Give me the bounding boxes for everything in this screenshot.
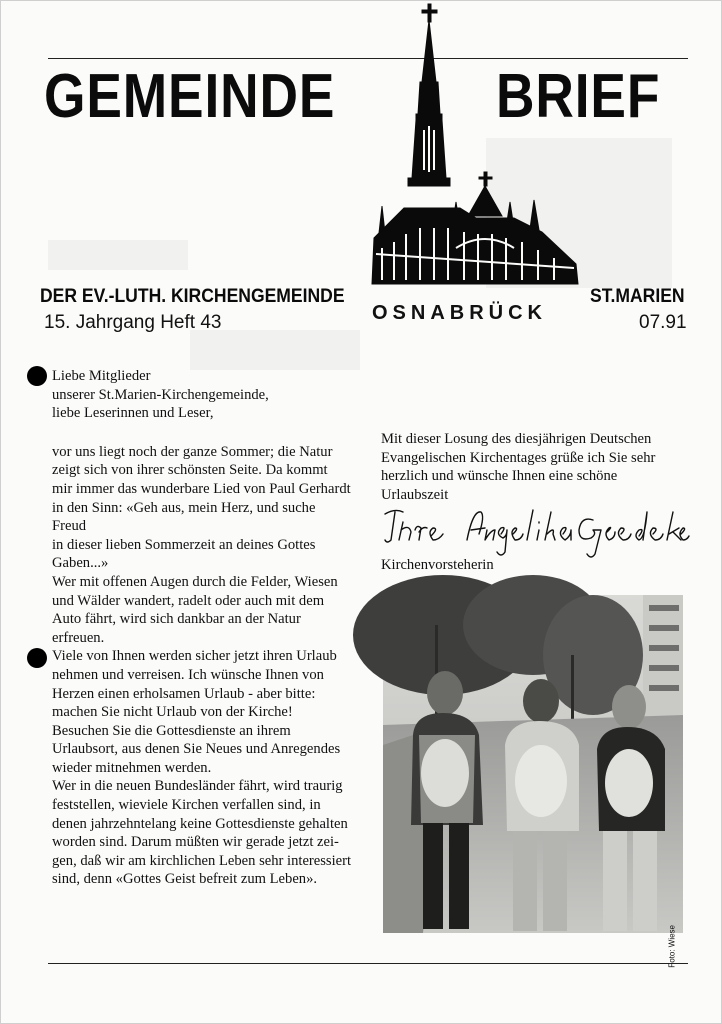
body-line: worden sind. Darum müßten wir gerade jetzt zei- xyxy=(52,834,339,851)
closing-line: herzlich und wünsche Ihnen eine schöne xyxy=(381,468,618,485)
closing-line: Evangelischen Kirchentages grüße ich Sie sehr xyxy=(381,449,656,466)
signatory-role: Kirchenvorsteherin xyxy=(381,557,494,573)
punch-hole-top xyxy=(27,366,47,386)
issue-number: 15. Jahrgang Heft 43 xyxy=(44,312,222,333)
body-line: Besuchen Sie die Gottesdienste an ihrem xyxy=(52,722,291,739)
photo-three-hikers xyxy=(383,595,683,968)
body-line: in den Sinn: «Geh aus, mein Herz, und suche Freud xyxy=(52,499,316,535)
bottom-rule xyxy=(48,963,688,964)
body-line: Viele von Ihnen werden sicher jetzt ihren Urlaub xyxy=(52,648,337,665)
body-line: in dieser lieben Sommerzeit an deines Gottes xyxy=(52,536,316,553)
body-line: Gaben...» xyxy=(52,555,109,572)
body-line: nehmen und verreisen. Ich wünsche Ihnen von xyxy=(52,666,324,683)
salutation-line: Liebe Mitglieder xyxy=(52,368,151,384)
body-line: erfreuen. xyxy=(52,629,105,646)
masthead-subtitle-left: DER EV.-LUTH. KIRCHENGEMEINDE xyxy=(40,285,345,307)
closing-line: Urlaubszeit xyxy=(381,486,449,503)
body-line: Wer mit offenen Augen durch die Felder, Wiesen xyxy=(52,573,338,590)
body-line: und Wälder wandert, radelt oder auch mit dem xyxy=(52,592,325,609)
photo-image xyxy=(383,595,683,933)
body-line: gen, daß wir am kirchlichen Leben sehr interessiert xyxy=(52,852,352,869)
masthead-subtitle-right: ST.MARIEN xyxy=(590,285,685,307)
body-line: feststellen, wieviele Kirchen verfallen sind, in xyxy=(52,797,321,814)
issue-date: 07.91 xyxy=(639,312,687,333)
punch-hole-bottom xyxy=(27,648,47,668)
masthead-title-left: GEMEINDE xyxy=(44,62,336,131)
body-line: Urlaubsort, aus denen Sie Neues und Anregendes xyxy=(52,741,341,758)
closing-line: Mit dieser Losung des diesjährigen Deutschen xyxy=(381,431,652,447)
body-line: machen Sie nicht Urlaub von der Kirche! xyxy=(52,704,293,721)
body-line: zeigt sich von ihrer schönsten Seite. Da kommt xyxy=(52,462,328,479)
body-line: denen jahrzehntelang keine Gottesdienste gehalten xyxy=(52,815,348,832)
masthead-title-right: BRIEF xyxy=(496,62,661,131)
body-line: sind, denn «Gottes Geist befreit zum Leben». xyxy=(52,871,318,888)
body-line: Auto fährt, wird sich dankbar an der Natur xyxy=(52,611,301,628)
letter-left-column xyxy=(52,367,352,889)
letter-right-column xyxy=(381,430,677,504)
salutation-line: unserer St.Marien-Kirchengemeinde, xyxy=(52,386,269,403)
body-line: Herzen einen erholsamen Urlaub - aber bitte: xyxy=(52,685,316,702)
body-line: wieder mitnehmen werden. xyxy=(52,759,212,776)
handwritten-signature xyxy=(381,500,691,562)
show-through-text xyxy=(190,330,360,370)
church-illustration xyxy=(364,2,590,302)
show-through-text xyxy=(48,240,188,270)
masthead-city: OSNABRÜCK xyxy=(372,302,547,324)
salutation-line: liebe Leserinnen und Leser, xyxy=(52,405,214,422)
photo-credit: Foto: Wiese xyxy=(668,925,677,968)
body-line: Wer in die neuen Bundesländer fährt, wird traurig xyxy=(52,778,343,795)
body-line: mir immer das wunderbare Lied von Paul Gerhardt xyxy=(52,480,351,497)
body-line: vor uns liegt noch der ganze Sommer; die Natur xyxy=(52,443,333,460)
